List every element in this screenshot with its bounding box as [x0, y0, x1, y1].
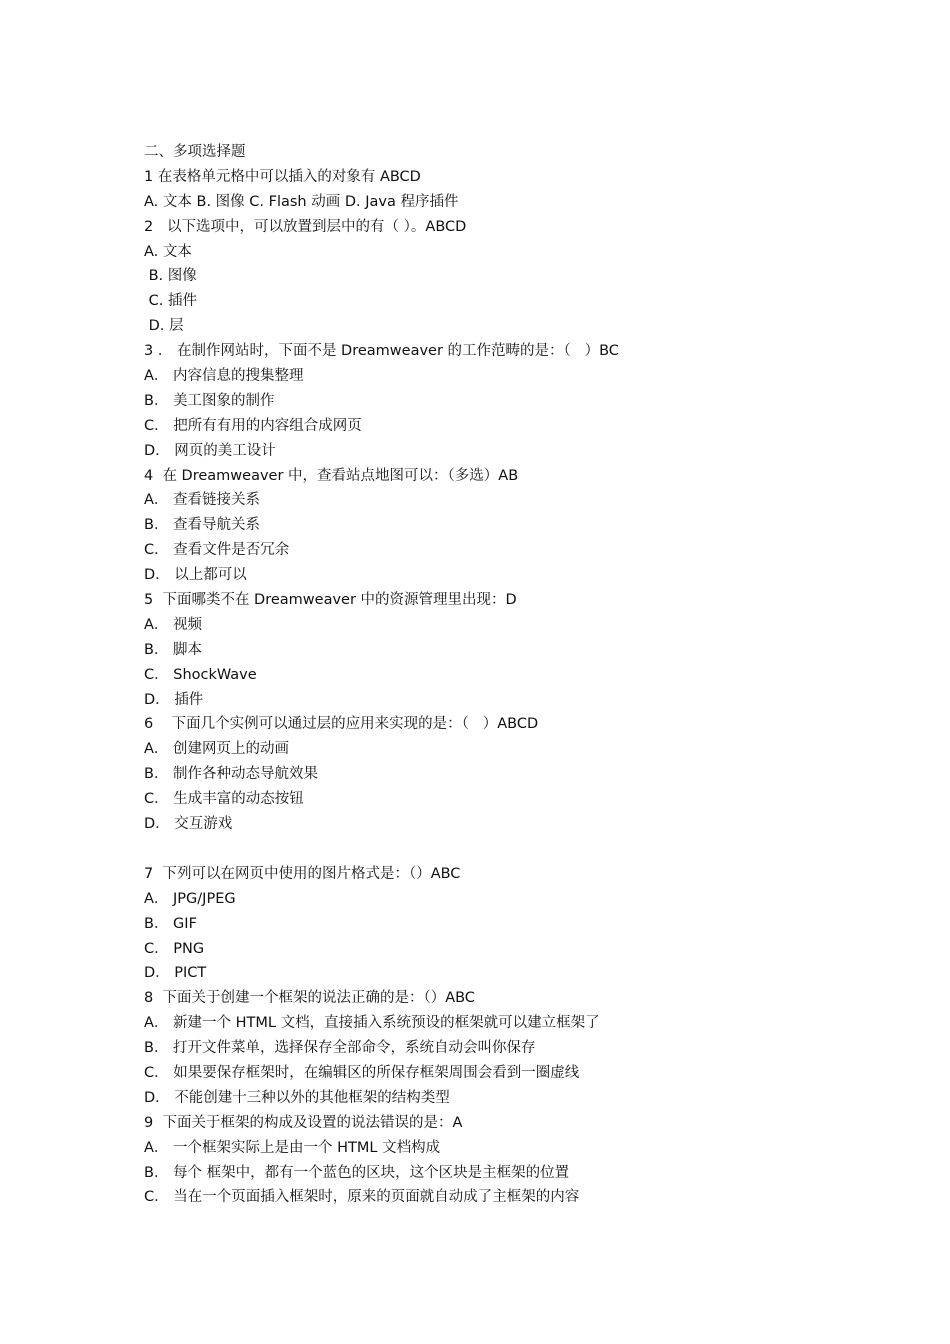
question-7-option-a: A． JPG/JPEG: [144, 890, 236, 907]
question-8-option-a: A． 新建一个 HTML 文档，直接插入系统预设的框架就可以建立框架了: [144, 1015, 600, 1032]
question-2: 2 以下选项中，可以放置到层中的有（ ）。ABCD: [144, 218, 467, 235]
question-8-option-b: B． 打开文件菜单，选择保存全部命令，系统自动会叫你保存: [144, 1040, 536, 1057]
question-6-option-c: C． 生成丰富的动态按钮: [144, 791, 304, 808]
question-7: 7 下列可以在网页中使用的图片格式是：（）ABC: [144, 865, 461, 882]
question-4-option-a: A． 查看链接关系: [144, 492, 261, 509]
question-8-option-d: D． 不能创建十三种以外的其他框架的结构类型: [144, 1089, 450, 1106]
question-2-option-c: C. 插件: [144, 293, 197, 310]
question-4-option-b: B． 查看导航关系: [144, 517, 261, 534]
question-6-option-a: A． 创建网页上的动画: [144, 741, 290, 758]
question-3-option-b: B． 美工图象的制作: [144, 392, 275, 409]
question-5-option-b: B． 脚本: [144, 641, 203, 658]
question-5: 5 下面哪类不在 Dreamweaver 中的资源管理里出现：D: [144, 592, 517, 609]
question-3-option-c: C． 把所有有用的内容组合成网页: [144, 417, 362, 434]
question-9-option-b: B． 每个 框架中，都有一个蓝色的区块，这个区块是主框架的位置: [144, 1164, 570, 1181]
question-1-options: A. 文本 B. 图像 C. Flash 动画 D. Java 程序插件: [144, 193, 459, 210]
question-6-option-d: D． 交互游戏: [144, 816, 233, 833]
question-6-option-b: B． 制作各种动态导航效果: [144, 766, 319, 783]
document-page: [144, 140, 904, 1210]
question-6: 6 下面几个实例可以通过层的应用来实现的是：（ ）ABCD: [144, 716, 539, 733]
question-7-option-d: D． PICT: [144, 965, 207, 982]
question-3-option-a: A． 内容信息的搜集整理: [144, 368, 304, 385]
question-8: 8 下面关于创建一个框架的说法正确的是：（）ABC: [144, 990, 475, 1007]
question-5-option-c: C． ShockWave: [144, 666, 257, 683]
question-8-option-c: C． 如果要保存框架时，在编辑区的所保存框架周围会看到一圈虚线: [144, 1064, 580, 1081]
question-3: 3 ． 在制作网站时，下面不是 Dreamweaver 的工作范畴的是：（ ）BC: [144, 343, 619, 360]
question-9: 9 下面关于框架的构成及设置的说法错误的是：A: [144, 1114, 463, 1131]
question-2-option-d: D. 层: [144, 318, 184, 335]
question-3-option-d: D． 网页的美工设计: [144, 442, 276, 459]
question-5-option-d: D． 插件: [144, 691, 204, 708]
question-2-option-a: A. 文本: [144, 243, 192, 260]
question-9-option-c: C． 当在一个页面插入框架时，原来的页面就自动成了主框架的内容: [144, 1189, 580, 1206]
blank-line: [144, 837, 904, 862]
section-heading: 二、多项选择题: [144, 144, 246, 160]
question-4-option-d: D． 以上都可以: [144, 567, 247, 584]
question-1: 1 在表格单元格中可以插入的对象有 ABCD: [144, 168, 421, 185]
question-4: 4 在 Dreamweaver 中，查看站点地图可以：（多选）AB: [144, 467, 519, 484]
question-2-option-b: B. 图像: [144, 268, 197, 285]
question-7-option-c: C． PNG: [144, 940, 205, 957]
question-5-option-a: A． 视频: [144, 616, 203, 633]
question-9-option-a: A． 一个框架实际上是由一个 HTML 文档构成: [144, 1139, 441, 1156]
question-7-option-b: B． GIF: [144, 915, 197, 932]
question-4-option-c: C． 查看文件是否冗余: [144, 542, 290, 559]
